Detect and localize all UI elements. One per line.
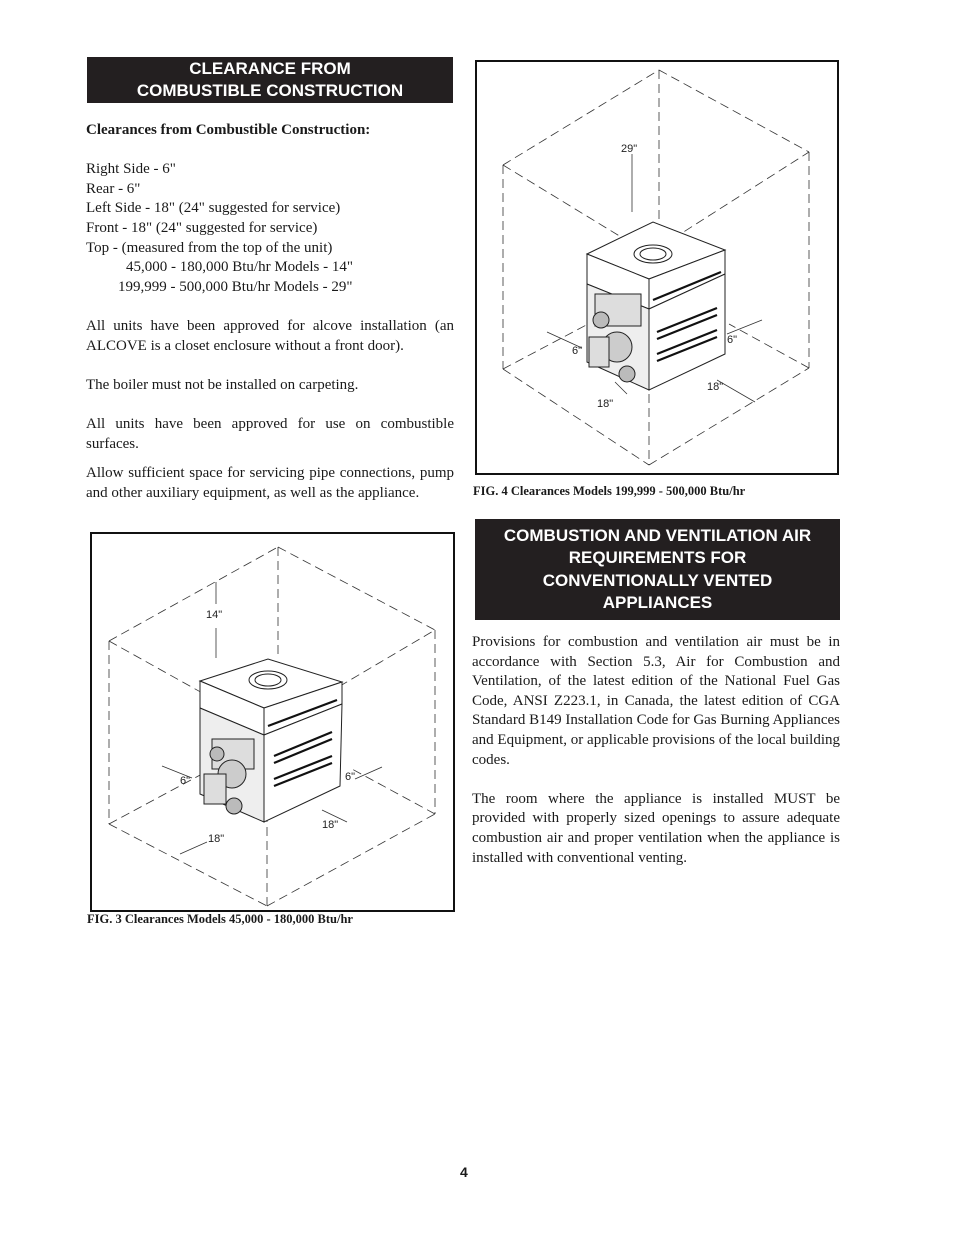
- paragraph-service: Allow sufficient space for servicing pipe connections, pump and other auxiliary equipment, as well as the appliance.: [86, 465, 454, 501]
- label-top-clearance: 29": [621, 143, 638, 155]
- combustion-air-text: [472, 633, 840, 868]
- paragraph-carpet: The boiler must not be installed on carpeting.: [86, 376, 359, 393]
- section-header-clearance: [87, 57, 453, 103]
- clearance-subheading: Clearances from Combustible Construction:: [86, 122, 371, 138]
- clearance-item: Left Side - 18" (24" suggested for service): [86, 200, 341, 217]
- figure-4-drawing: [477, 62, 837, 473]
- header-line: COMBUSTION AND VENTILATION AIR: [503, 525, 812, 545]
- top-model-item: 45,000 - 180,000 Btu/hr Models - 14": [126, 259, 353, 276]
- paragraph-surfaces: All units have been approved for use on combustible surfaces.: [86, 415, 454, 452]
- label-front-left-clearance: 18": [597, 398, 614, 410]
- clearance-item: Front - 18" (24" suggested for service): [86, 219, 318, 236]
- page-number: 4: [460, 1164, 468, 1180]
- figure-4-caption: FIG. 4 Clearances Models 199,999 - 500,000 Btu/hr: [473, 484, 746, 498]
- clearance-item: Top - (measured from the top of the unit): [86, 239, 333, 256]
- paragraph-alcove: All units have been approved for alcove installation (an ALCOVE is a closet enclosure without a front door).: [86, 317, 454, 354]
- figure-3-drawing: [92, 534, 453, 910]
- header-line: CONVENTIONALLY VENTED: [542, 570, 773, 590]
- section-header-combustion-air: [475, 519, 840, 620]
- header-line: REQUIREMENTS FOR: [568, 548, 747, 567]
- header-line: CLEARANCE FROM: [189, 58, 351, 78]
- label-front-right-clearance: 18": [322, 819, 339, 831]
- figure-3-clearance-diagram: [90, 532, 455, 912]
- top-model-item: 199,999 - 500,000 Btu/hr Models - 29": [118, 278, 353, 295]
- clearance-item: Rear - 6": [86, 180, 141, 197]
- label-front-left-clearance: 18": [208, 833, 225, 845]
- paragraph-provisions: Provisions for combustion and ventilation air must be in accordance with Section 5.3, Air for Combustion and Ventilation, of the latest edition of the National Fuel Gas Code, ANSI Z223.1, in Canada, the latest edition of CGA Standard B149 Installation Code for Gas Burning Appliances and Equipment, or applicable provisions of the local building codes.: [472, 634, 840, 768]
- label-right-side-clearance: 6": [727, 334, 738, 346]
- label-front-right-clearance: 18": [707, 381, 724, 393]
- label-right-side-clearance: 6": [345, 771, 356, 783]
- label-top-clearance: 14": [206, 609, 223, 621]
- clearance-item: Right Side - 6": [86, 161, 176, 178]
- figure-4-clearance-diagram: [475, 60, 839, 475]
- label-left-side-clearance: 6": [180, 775, 191, 787]
- figure-3-caption: FIG. 3 Clearances Models 45,000 - 180,000 Btu/hr: [87, 912, 353, 926]
- header-line: APPLIANCES: [602, 593, 713, 612]
- header-line: COMBUSTIBLE CONSTRUCTION: [136, 81, 404, 100]
- paragraph-room: The room where the appliance is installed MUST be provided with properly sized openings to assure adequate combustion air and proper ventilation when the appliance is installed with conventional venting.: [472, 790, 840, 866]
- clearance-text: [86, 121, 454, 503]
- label-left-side-clearance: 6": [572, 345, 583, 357]
